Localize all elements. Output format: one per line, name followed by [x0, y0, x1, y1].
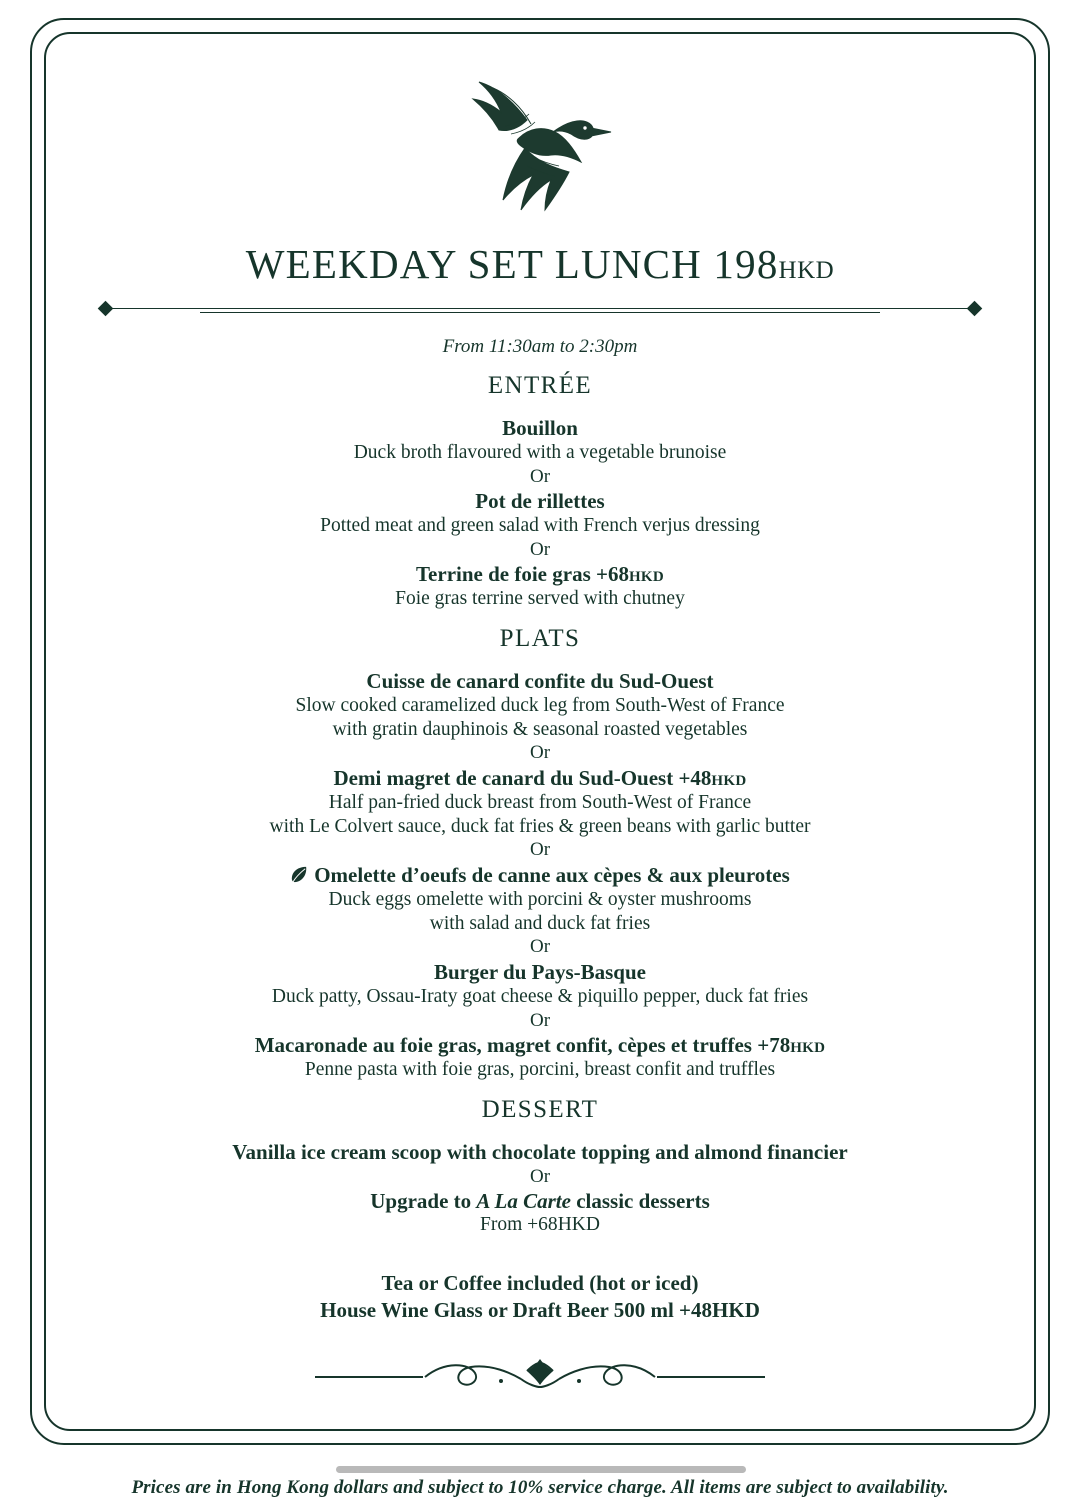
dessert-upgrade-suffix: classic desserts: [570, 1189, 710, 1214]
or-separator: Or: [529, 1165, 551, 1187]
dish-description: with gratin dauphinois & seasonal roasted vegetables: [332, 718, 748, 740]
dessert-upgrade-emphasis: A La Carte: [476, 1189, 571, 1214]
dish-description: Half pan-fried duck breast from South-West of France: [328, 791, 752, 813]
or-separator: Or: [529, 742, 551, 764]
price-footnote: Prices are in Hong Kong dollars and subject to 10% service charge. All items are subject to availability.: [131, 1477, 949, 1498]
menu-content: [60, 46, 1020, 1419]
dessert-upgrade-price-text: From +68: [480, 1214, 558, 1236]
dish-name-text: Terrine de foie gras +68: [415, 562, 629, 587]
or-separator: Or: [529, 936, 551, 958]
dish-name: Burger du Pays-Basque: [434, 960, 646, 985]
dish-name: [100, 766, 980, 791]
dessert-upgrade-price: [100, 1214, 980, 1236]
dish-description: Foie gras terrine served with chutney: [395, 588, 685, 610]
page-title: [100, 240, 980, 288]
scroll-indicator[interactable]: [336, 1466, 746, 1473]
section-heading-plats: PLATS: [499, 625, 581, 653]
dish-supplement-currency: HKD: [711, 773, 747, 790]
dessert-upgrade-price-currency: HKD: [557, 1214, 600, 1236]
dish-description: Slow cooked caramelized duck leg from South-West of France: [295, 694, 785, 716]
diamond-left-icon: [98, 301, 114, 317]
title-divider: [100, 298, 980, 320]
title-text: WEEKDAY SET LUNCH 198: [245, 241, 779, 287]
or-separator: Or: [529, 839, 551, 861]
dessert-upgrade-prefix: Upgrade to: [370, 1189, 477, 1214]
dessert-upgrade: [100, 1189, 980, 1214]
dish-description: with salad and duck fat fries: [429, 912, 651, 934]
dish-name: Cuisse de canard confite du Sud-Ouest: [366, 669, 714, 694]
diamond-right-icon: [967, 301, 983, 317]
dish-description: with Le Colvert sauce, duck fat fries & green beans with garlic butter: [269, 815, 811, 837]
dish-name-text: Omelette d’oeufs de canne aux cèpes & aux pleurotes: [314, 863, 790, 888]
flying-duck-icon: [435, 76, 645, 236]
dish-name: Bouillon: [502, 416, 578, 440]
section-heading-entree: ENTRÉE: [487, 372, 593, 399]
dish-name-text: Demi magret de canard du Sud-Ouest +48: [333, 766, 712, 791]
section-heading-dessert: DESSERT: [481, 1095, 599, 1123]
dish-description: Duck eggs omelette with porcini & oyster mushrooms: [328, 888, 752, 910]
leaf-icon: [290, 865, 309, 884]
dish-name: [100, 863, 980, 888]
beverage-upgrade-currency: HKD: [712, 1298, 760, 1323]
beverage-upgrade-line: [100, 1297, 980, 1324]
dish-supplement-currency: HKD: [790, 1040, 826, 1057]
dessert-item-name: Vanilla ice cream scoop with chocolate topping and almond financier: [232, 1139, 848, 1164]
dish-supplement-currency: HKD: [628, 569, 665, 586]
dish-name: Pot de rillettes: [475, 489, 605, 514]
dish-description: Potted meat and green salad with French verjus dressing: [320, 515, 760, 536]
service-hours: From 11:30am to 2:30pm: [442, 336, 638, 357]
dish-description: Penne pasta with foie gras, porcini, breast confit and truffles: [304, 1059, 776, 1081]
dish-description: Duck patty, Ossau-Iraty goat cheese & piquillo pepper, duck fat fries: [271, 985, 809, 1007]
beverage-upgrade-text: House Wine Glass or Draft Beer 500 ml +48: [320, 1298, 713, 1323]
dish-name-text: Macaronade au foie gras, magret confit, cèpes et truffes +78: [254, 1033, 791, 1058]
title-currency: HKD: [778, 257, 835, 284]
dish-description: Duck broth flavoured with a vegetable brunoise: [353, 441, 727, 463]
included-beverage-line: Tea or Coffee included (hot or iced): [381, 1271, 699, 1296]
or-separator: Or: [529, 538, 551, 560]
or-separator: Or: [529, 1009, 551, 1031]
dish-name: [100, 1033, 980, 1058]
ornament-flourish-icon: [305, 1351, 775, 1403]
dish-name: [100, 562, 980, 587]
or-separator: Or: [529, 465, 551, 487]
